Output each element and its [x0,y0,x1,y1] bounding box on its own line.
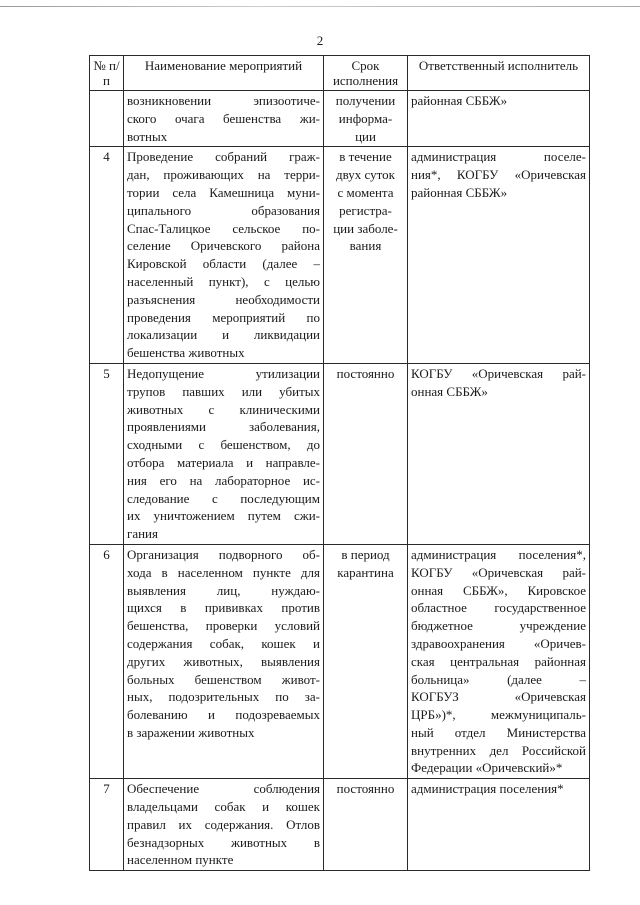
responsible-line: бюджетное учреждение [411,618,586,634]
measure-line: следование с последующим [127,490,320,506]
responsible-line: ская центральная районная [411,653,586,669]
measure-line: Кировской области (далее – [127,256,320,272]
measure-line: владельцами собак и кошек [127,799,320,815]
responsible-line: КОГБУ «Оричевская рай- [411,564,586,580]
measure-line: селение Оричевского района [127,238,320,254]
measures-table [89,55,590,871]
term-line: с момента [337,184,394,200]
term-line: вания [349,238,382,254]
measure-name-cell [124,544,324,778]
measure-name-cell [124,91,324,147]
measure-name-cell [124,147,324,364]
responsible-cell [408,363,590,544]
header-name: Наименование мероприятий [124,56,324,91]
measure-line: правил их содержания. Отлов [127,816,320,832]
scan-edge-line [0,6,640,7]
page-number: 2 [316,33,324,48]
measure-line: локализации и ликвидации [127,327,320,343]
row-number [90,91,124,147]
measure-line: Обеспечение соблюдения [127,781,320,797]
measure-line: Недопущение утилизации [127,365,320,381]
measure-line: животных с клиническими [127,401,320,417]
measure-line: содержания собак, кошек и [127,635,320,651]
row-number: 7 [90,779,124,871]
responsible-line: администрация поселения*, [411,546,586,562]
measure-name-cell [124,363,324,544]
measure-line: бешенства животных [127,345,245,361]
measure-line: сходными с бешенством, до [127,437,320,453]
responsible-line: районная СББЖ» [411,184,508,200]
term-cell [324,91,408,147]
responsible-cell [408,147,590,364]
row-number: 6 [90,544,124,778]
measure-name-cell [124,779,324,871]
term-line: в период [341,546,390,562]
measure-line: хода в населенном пункте для [127,564,320,580]
measure-line: Организация подворного об- [127,546,320,562]
table-row [90,363,590,544]
measure-line: отбора материала и направле- [127,454,320,470]
table-row [90,544,590,778]
row-number: 5 [90,363,124,544]
measure-line: их уничтожением путем сжи- [127,508,320,524]
measure-line: тории села Камешница муни- [127,184,320,200]
measure-line: болеванию и подозреваемых [127,707,320,723]
responsible-line: больница» (далее – [411,671,586,687]
table-row [90,91,590,147]
responsible-line: КОГБУ «Оричевская рай- [411,365,586,381]
measure-line: Спас-Талицкое сельское по- [127,220,320,236]
measure-line: Проведение собраний граж- [127,149,320,165]
term-line: постоянно [336,781,395,797]
measure-line: трупов павших или убитых [127,383,320,399]
term-cell [324,363,408,544]
responsible-line: ния*, КОГБУ «Оричевская [411,167,586,183]
responsible-line: областное государственное [411,600,586,616]
term-cell [324,779,408,871]
responsible-cell [408,544,590,778]
table-row [90,147,590,364]
table-row [90,779,590,871]
measure-line: населенном пункте [127,852,234,868]
responsible-line: администрация поселе- [411,149,586,165]
header-term: Срок исполнения [324,56,408,91]
measure-line: больных бешенством живот- [127,671,320,687]
row-number: 4 [90,147,124,364]
table-body [90,91,590,871]
responsible-line: КОГБУЗ «Оричевская [411,689,586,705]
table-header-row [90,56,590,91]
term-line: получении [335,93,396,108]
measure-line: выявления лиц, нуждаю- [127,582,320,598]
measure-line: проведения мероприятий по [127,309,320,325]
measure-line: разъяснения необходимости [127,291,320,307]
responsible-line: районная СББЖ» [411,93,508,108]
term-cell [324,544,408,778]
header-responsible: Ответственный исполнитель [408,56,590,91]
term-line: ции [355,128,376,144]
measure-line: в заражении животных [127,724,255,740]
responsible-cell [408,91,590,147]
term-cell [324,147,408,364]
measure-line: бешенства, проверки условий [127,618,320,634]
header-num: № п/п [90,56,124,91]
responsible-cell [408,779,590,871]
responsible-line: онная СББЖ» [411,383,488,399]
responsible-line: онная СББЖ», Кировское [411,582,586,598]
measure-line: ния его на лабораторное ис- [127,472,320,488]
term-line: информа- [338,110,393,126]
measure-line: других животных, выявления [127,653,320,669]
measure-line: безнадзорных животных в [127,834,320,850]
measure-line: вотных [127,128,168,144]
measure-line: населенный пункт), с целью [127,273,320,289]
responsible-line: ЦРБ»)*, межмуниципаль- [411,707,586,723]
responsible-line: внутренних дел Российской [411,742,586,758]
term-line: карантина [337,564,394,580]
measure-line: ского очага бешенства жи- [127,110,320,126]
term-line: в течение [339,149,392,165]
measure-line: ципального образования [127,202,320,218]
measure-line: проявлениями заболевания, [127,419,320,435]
measure-line: ных, подозрительных по за- [127,689,320,705]
responsible-line: Федерации «Оричевский»* [411,760,563,776]
term-line: ции заболе- [333,220,398,236]
responsible-line: администрация поселения* [411,781,564,797]
term-line: двух суток [336,167,395,183]
measure-line: гания [127,526,158,542]
term-line: регистра- [339,202,392,218]
measure-line: щихся в прививках против [127,600,320,616]
term-line: постоянно [336,365,395,381]
measure-line: дан, проживающих на терри- [127,167,320,183]
responsible-line: здравоохранения «Оричев- [411,635,586,651]
measure-line: возникновении эпизоотиче- [127,93,320,108]
responsible-line: ный отдел Министерства [411,724,586,740]
